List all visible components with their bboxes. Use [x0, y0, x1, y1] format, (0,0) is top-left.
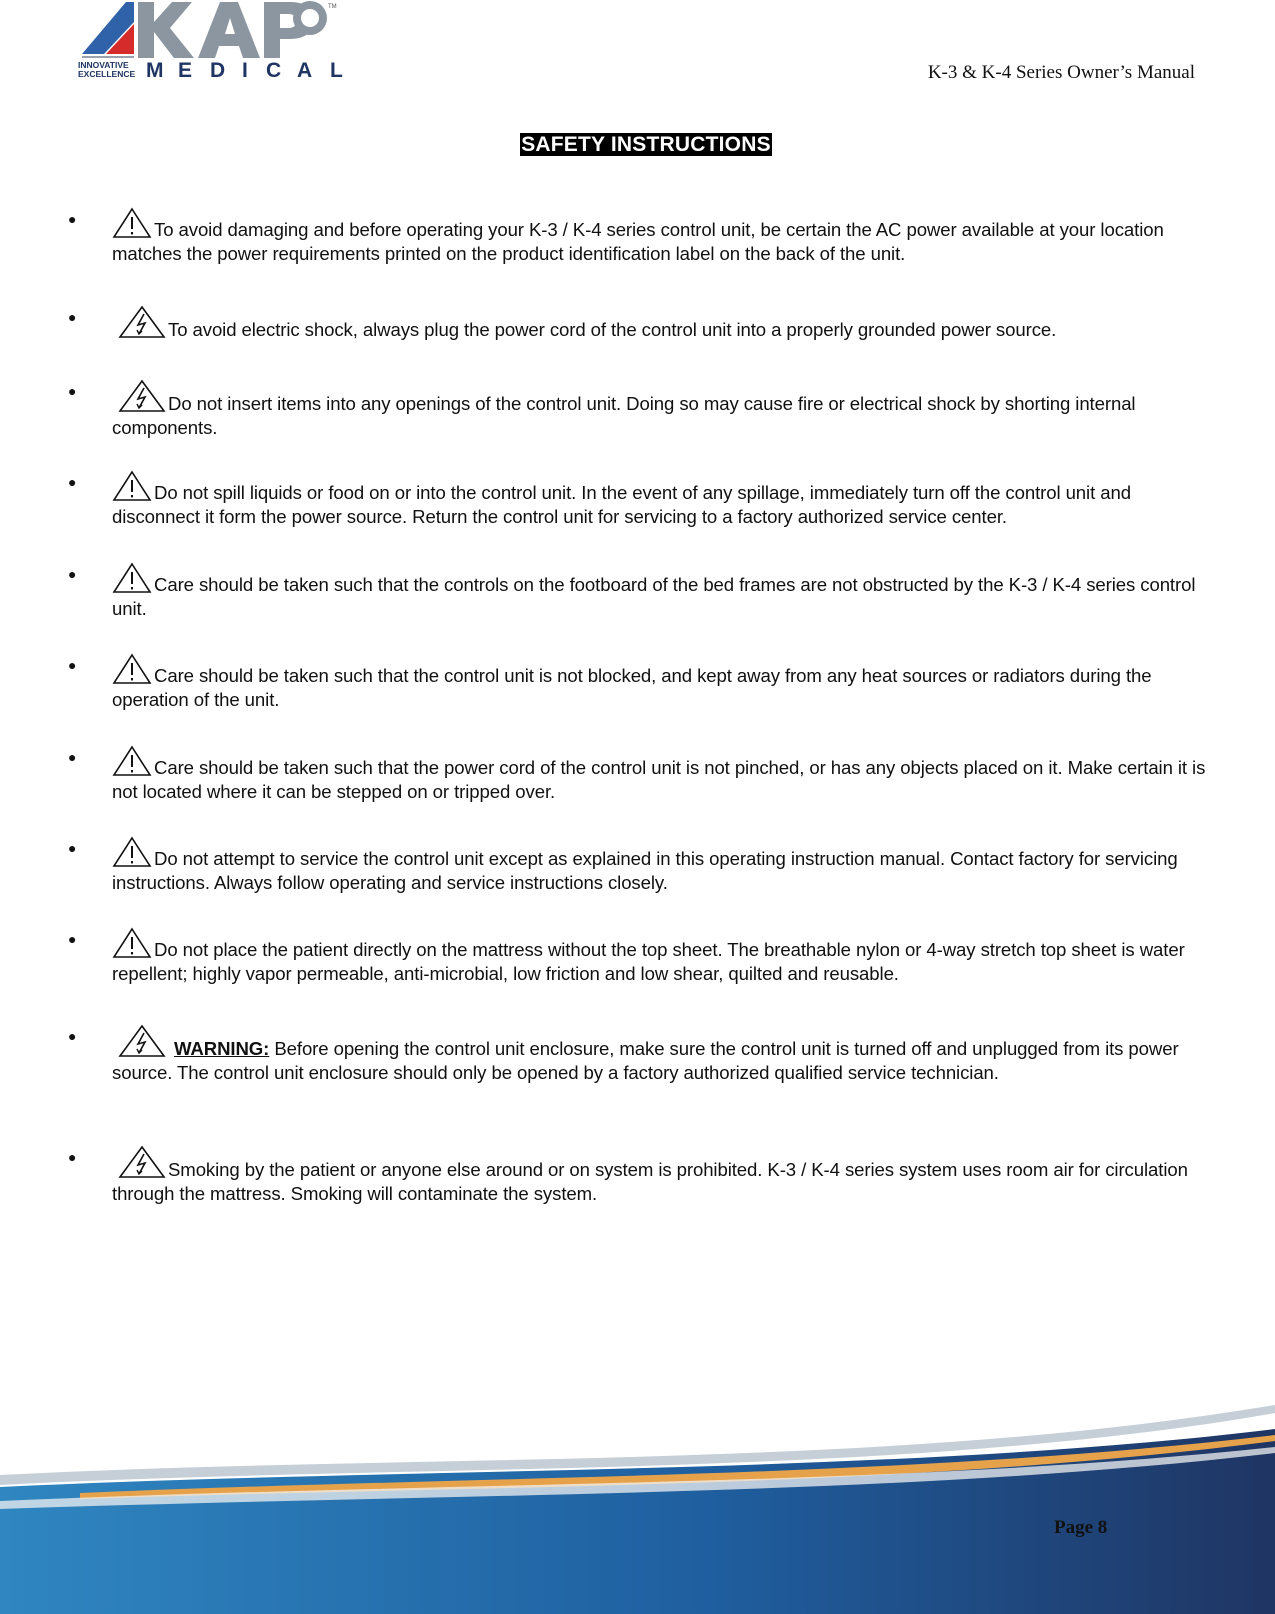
item-text: Smoking by the patient or anyone else around or on system is prohibited. K-3 / K-4 series system uses room air for circulation through the mattress. Smoking will contaminate the system.	[112, 1159, 1188, 1204]
caution-triangle-icon	[112, 653, 152, 685]
logo-letter: A	[297, 59, 313, 82]
footer-swoosh	[0, 1405, 1275, 1614]
logo-tagline-1: INNOVATIVE	[78, 60, 129, 70]
bullet-icon: ●	[68, 657, 77, 673]
warning-label: WARNING:	[174, 1038, 270, 1059]
item-text: Do not place the patient directly on the mattress without the top sheet. The breathable nylon or 4-way stretch top sheet is water repellent; highly vapor permeable, anti-microbial, low friction and low shear, quilted and reusable.	[112, 939, 1185, 984]
item-text: Care should be taken such that the control unit is not blocked, and kept away from any heat sources or radiators during the operation of the unit.	[112, 665, 1152, 710]
item-text: Care should be taken such that the power cord of the control unit is not pinched, or has any objects placed on it. Make certain it is not located where it can be stepped on or tripped over.	[112, 757, 1206, 802]
caution-triangle-icon	[112, 745, 152, 777]
list-item	[68, 470, 1217, 529]
item-text: Do not attempt to service the control unit except as explained in this operating instruction manual. Contact factory for servicing instructions. Always follow operating and service instructions closely.	[112, 848, 1178, 893]
electric-shock-icon	[118, 1024, 166, 1058]
kap-medical-logo	[76, 0, 348, 84]
bullet-icon: ●	[68, 309, 77, 325]
logo-tagline-2: EXCELLENCE	[78, 69, 136, 79]
list-item	[68, 653, 1217, 712]
list-item	[68, 305, 1217, 342]
list-item	[68, 1145, 1217, 1206]
logo-letter: E	[178, 59, 193, 82]
list-item	[68, 379, 1217, 440]
page-number: Page 8	[1054, 1517, 1108, 1538]
bullet-icon: ●	[68, 1028, 77, 1044]
bullet-icon: ●	[68, 840, 77, 856]
bullet-icon: ●	[68, 931, 77, 947]
electric-shock-icon	[118, 305, 166, 339]
caution-triangle-icon	[112, 927, 152, 959]
logo-letter: C	[266, 59, 282, 82]
bullet-icon: ●	[68, 211, 77, 227]
logo-letter: D	[210, 59, 226, 82]
logo-trademark: TM	[328, 4, 337, 10]
section-title-text: SAFETY INSTRUCTIONS	[521, 133, 771, 156]
bullet-icon: ●	[68, 1149, 77, 1165]
item-text: Care should be taken such that the controls on the footboard of the bed frames are not obstructed by the K-3 / K-4 series control unit.	[112, 574, 1196, 619]
logo-letter: I	[242, 59, 248, 82]
electric-shock-icon	[118, 1145, 166, 1179]
bullet-icon: ●	[68, 566, 77, 582]
list-item	[68, 1024, 1217, 1085]
item-text: To avoid damaging and before operating your K-3 / K-4 series control unit, be certain the AC power available at your location matches the power requirements printed on the product identification label on the back of the unit.	[112, 219, 1164, 264]
list-item	[68, 745, 1217, 804]
list-item	[68, 562, 1217, 621]
logo-letter: M	[146, 59, 164, 82]
item-text: Do not spill liquids or food on or into the control unit. In the event of any spillage, immediately turn off the control unit and disconnect it form the power source. Return the control unit for servicing to a factory authorized service center.	[112, 482, 1131, 527]
bullet-icon: ●	[68, 749, 77, 765]
section-title	[0, 133, 1275, 157]
item-text: Before opening the control unit enclosure, make sure the control unit is turned off and unplugged from its power source. The control unit enclosure should only be opened by a factory authorized qualified service technician.	[112, 1038, 1179, 1083]
caution-triangle-icon	[112, 562, 152, 594]
caution-triangle-icon	[112, 836, 152, 868]
list-item	[68, 207, 1217, 266]
logo-letter: L	[330, 59, 343, 82]
item-text: To avoid electric shock, always plug the power cord of the control unit into a properly grounded power source.	[168, 319, 1057, 340]
list-item	[68, 927, 1217, 986]
bullet-icon: ●	[68, 474, 77, 490]
list-item	[68, 836, 1217, 895]
manual-title: K-3 & K-4 Series Owner’s Manual	[927, 62, 1195, 83]
caution-triangle-icon	[112, 470, 152, 502]
caution-triangle-icon	[112, 207, 152, 239]
electric-shock-icon	[118, 379, 166, 413]
item-text: Do not insert items into any openings of the control unit. Doing so may cause fire or electrical shock by shorting internal components.	[112, 393, 1136, 438]
bullet-icon: ●	[68, 383, 77, 399]
